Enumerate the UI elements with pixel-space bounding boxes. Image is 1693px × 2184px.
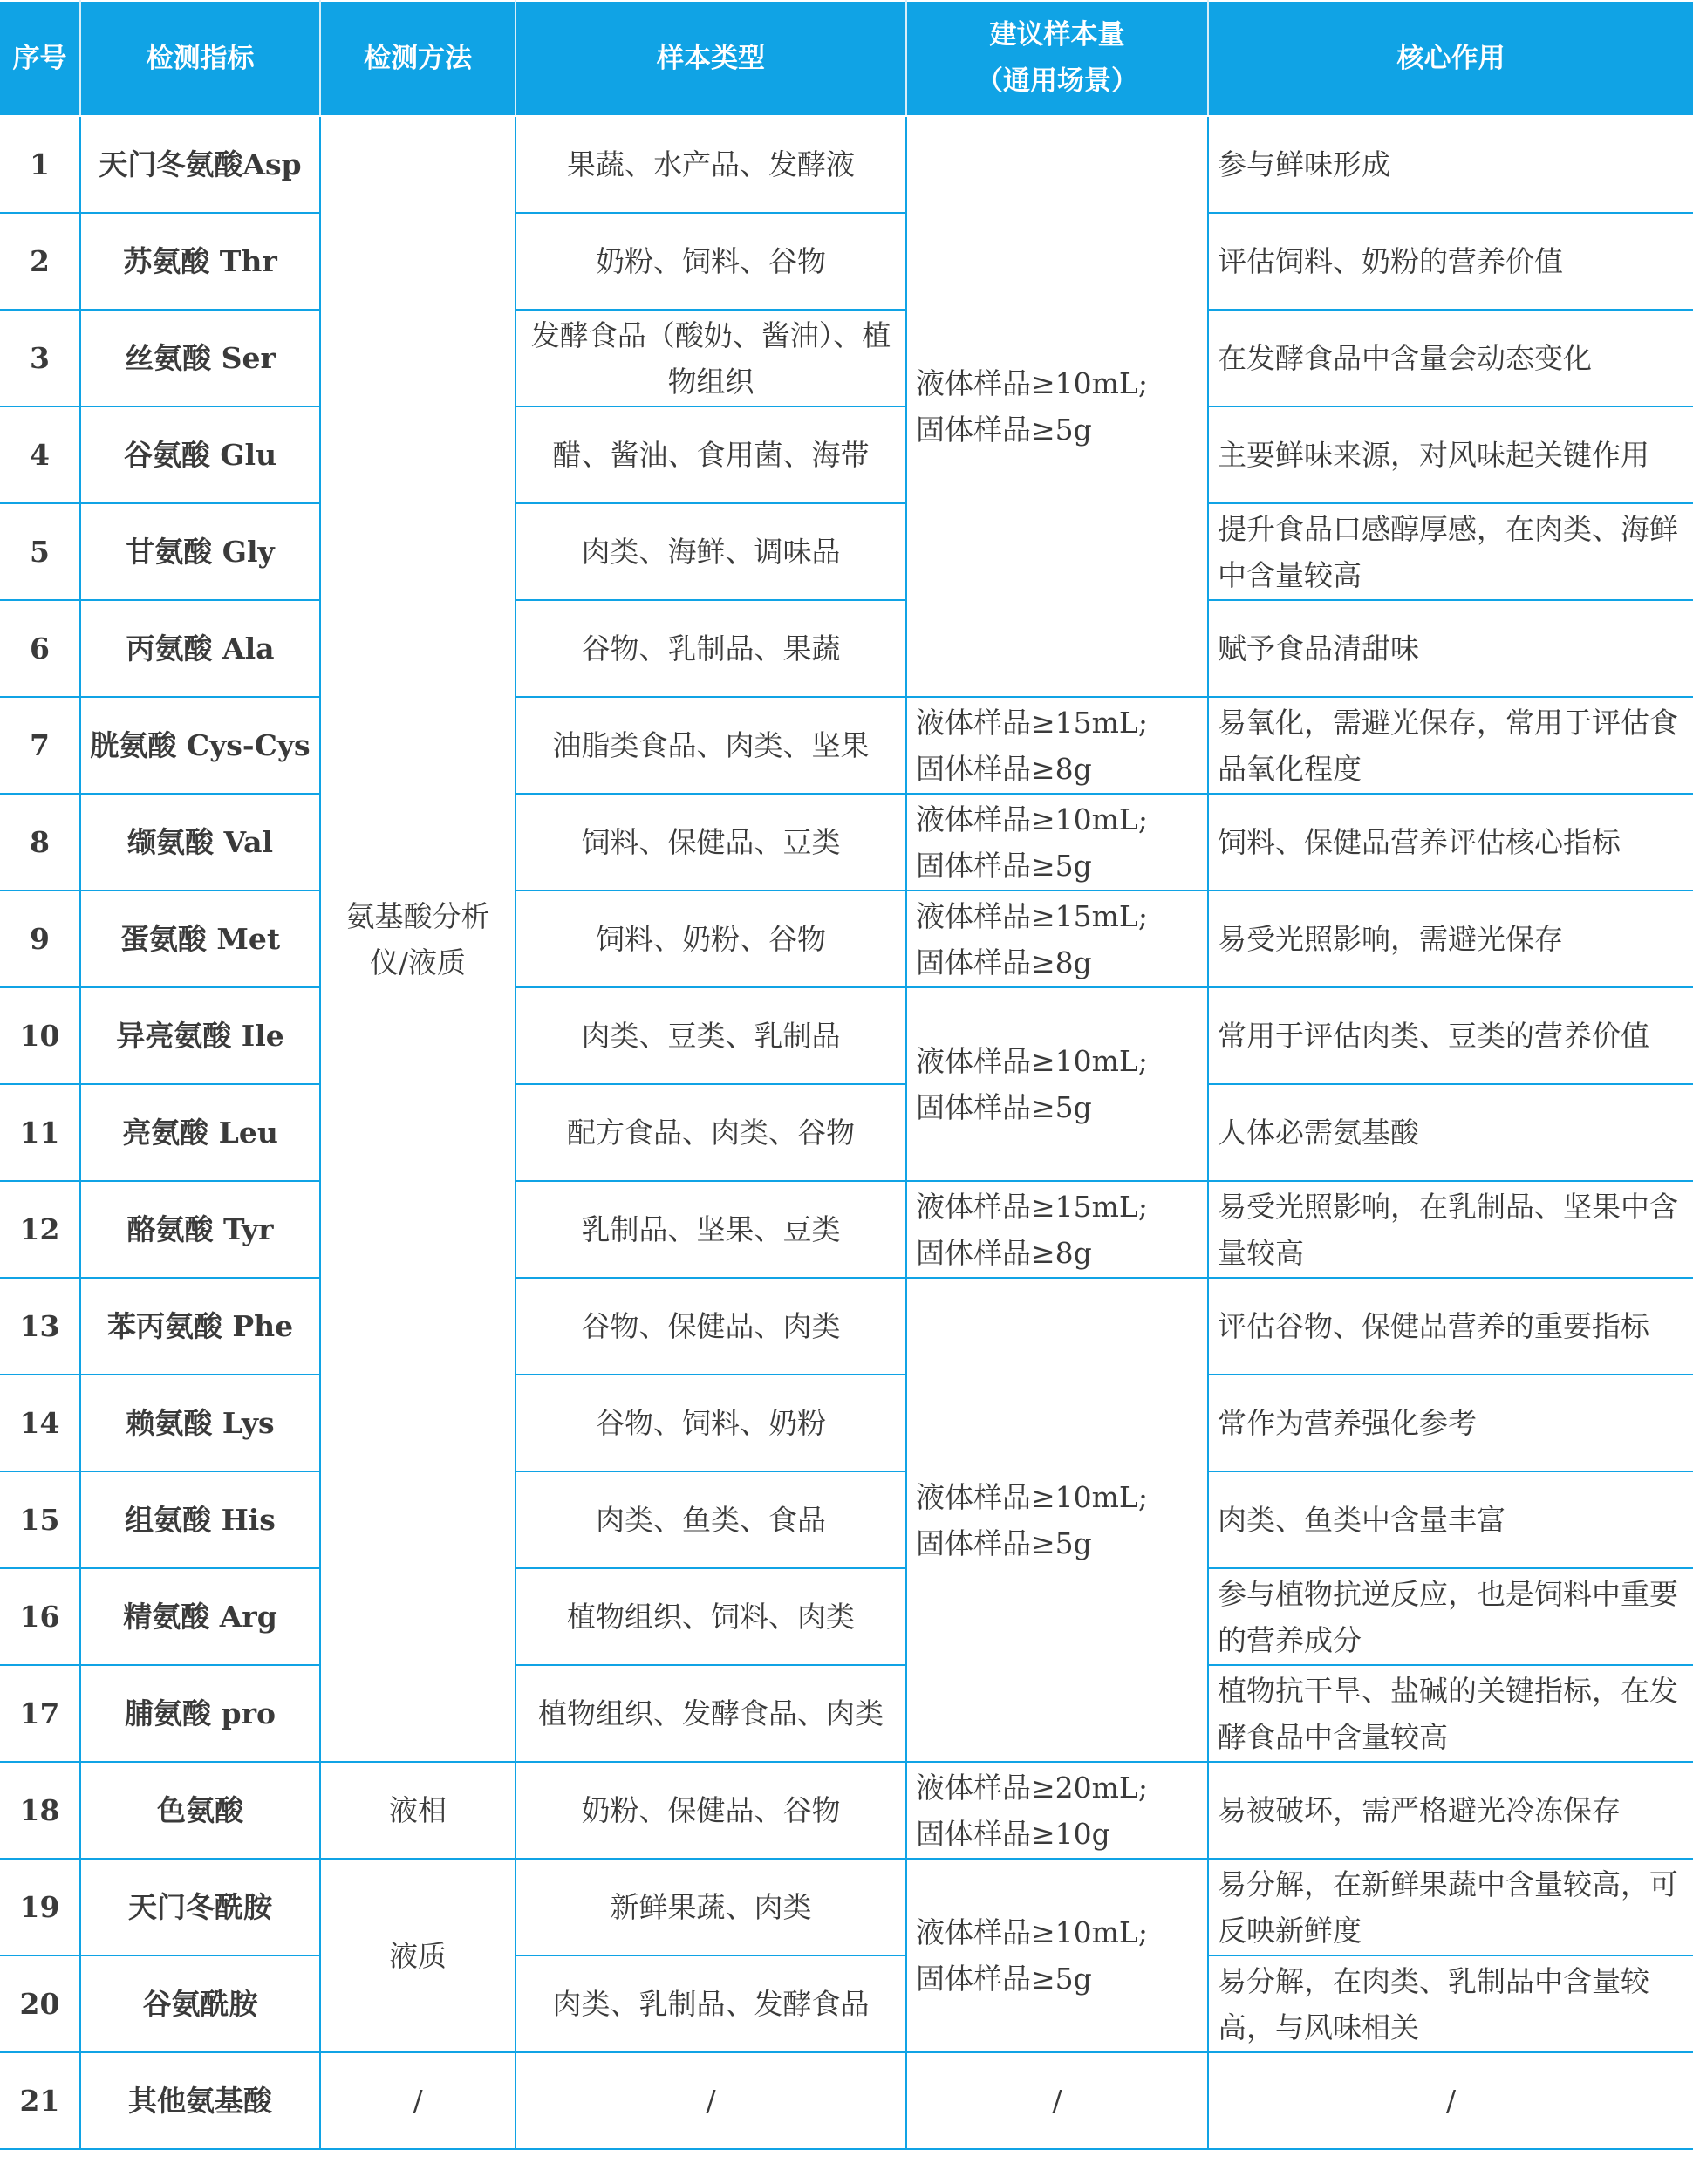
row-role: 参与植物抗逆反应，也是饲料中重要的营养成分 [1208,1568,1693,1665]
header-sample-type: 样本类型 [515,1,906,116]
table-row [0,794,1693,891]
amount-solid: 固体样品≥5g [916,1090,1092,1124]
amount-cell [906,1278,1208,1762]
row-sample: 奶粉、饲料、谷物 [515,213,906,310]
row-role: 饲料、保健品营养评估核心指标 [1208,794,1693,891]
row-role: 常用于评估肉类、豆类的营养价值 [1208,987,1693,1084]
row-indicator: 组氨酸 His [80,1471,320,1568]
row-sample: 肉类、海鲜、调味品 [515,503,906,600]
row-index: 20 [0,1955,80,2052]
table-row [0,1665,1693,1762]
row-index: 12 [0,1181,80,1278]
amount-solid: 固体样品≥8g [916,1235,1092,1270]
row-role: 评估谷物、保健品营养的重要指标 [1208,1278,1693,1375]
amount-solid: 固体样品≥8g [916,751,1092,786]
row-index: 4 [0,406,80,503]
row-sample: 果蔬、水产品、发酵液 [515,116,906,213]
amount-solid: 固体样品≥5g [916,848,1092,883]
row-role: 提升食品口感醇厚感，在肉类、海鲜中含量较高 [1208,503,1693,600]
row-sample: 肉类、鱼类、食品 [515,1471,906,1568]
amount-solid: 固体样品≥5g [916,1962,1092,1996]
row-index: 15 [0,1471,80,1568]
row-indicator: 精氨酸 Arg [80,1568,320,1665]
table-row [0,1375,1693,1471]
row-index: 19 [0,1859,80,1955]
header-amount-line1: 建议样本量 [989,19,1125,51]
amount-cell [906,1762,1208,1859]
table-row [0,406,1693,503]
table-row [0,2052,1693,2149]
row-index: 16 [0,1568,80,1665]
row-indicator: 胱氨酸 Cys-Cys [80,697,320,794]
amount-liquid: 液体样品≥10mL; [916,1044,1148,1078]
amount-liquid: 液体样品≥20mL; [916,1770,1148,1805]
row-role: 易分解，在肉类、乳制品中含量较高，与风味相关 [1208,1955,1693,2052]
row-amount: / [906,2052,1208,2149]
row-sample: 饲料、保健品、豆类 [515,794,906,891]
table-row [0,116,1693,213]
row-sample: 配方食品、肉类、谷物 [515,1084,906,1181]
header-amount [906,1,1208,116]
row-indicator: 其他氨基酸 [80,2052,320,2149]
amount-cell [906,794,1208,891]
row-sample: 乳制品、坚果、豆类 [515,1181,906,1278]
row-index: 6 [0,600,80,697]
row-role: 主要鲜味来源，对风味起关键作用 [1208,406,1693,503]
header-amount-line2: （通用场景） [976,65,1138,97]
row-sample: 肉类、乳制品、发酵食品 [515,1955,906,2052]
row-sample: 植物组织、饲料、肉类 [515,1568,906,1665]
row-indicator: 丝氨酸 Ser [80,310,320,406]
table-row [0,1568,1693,1665]
table-row [0,1471,1693,1568]
row-sample: 谷物、乳制品、果蔬 [515,600,906,697]
table-row [0,1859,1693,1955]
amount-cell [906,1859,1208,2052]
row-role: 易受光照影响，需避光保存 [1208,891,1693,987]
row-role: 易受光照影响，在乳制品、坚果中含量较高 [1208,1181,1693,1278]
row-index: 9 [0,891,80,987]
row-index: 5 [0,503,80,600]
table-row [0,1084,1693,1181]
row-indicator: 苏氨酸 Thr [80,213,320,310]
row-index: 1 [0,116,80,213]
row-sample: 谷物、保健品、肉类 [515,1278,906,1375]
row-sample: 新鲜果蔬、肉类 [515,1859,906,1955]
header-indicator: 检测指标 [80,1,320,116]
table-row [0,213,1693,310]
table-row [0,600,1693,697]
amount-solid: 固体样品≥8g [916,945,1092,979]
row-role: 评估饲料、奶粉的营养价值 [1208,213,1693,310]
header-index: 序号 [0,1,80,116]
table-row [0,697,1693,794]
row-indicator: 缬氨酸 Val [80,794,320,891]
row-index: 21 [0,2052,80,2149]
row-indicator: 天门冬酰胺 [80,1859,320,1955]
table-row [0,310,1693,406]
row-indicator: 丙氨酸 Ala [80,600,320,697]
row-index: 14 [0,1375,80,1471]
row-indicator: 异亮氨酸 Ile [80,987,320,1084]
row-method: / [320,2052,515,2149]
row-index: 17 [0,1665,80,1762]
row-role: 赋予食品清甜味 [1208,600,1693,697]
amount-liquid: 液体样品≥15mL; [916,705,1148,740]
row-sample: 奶粉、保健品、谷物 [515,1762,906,1859]
row-indicator: 蛋氨酸 Met [80,891,320,987]
amount-cell [906,116,1208,697]
row-indicator: 色氨酸 [80,1762,320,1859]
header-row [0,1,1693,116]
table-row [0,891,1693,987]
row-role: 易分解，在新鲜果蔬中含量较高，可反映新鲜度 [1208,1859,1693,1955]
row-index: 10 [0,987,80,1084]
row-indicator: 天门冬氨酸Asp [80,116,320,213]
table-row [0,1955,1693,2052]
amount-liquid: 液体样品≥10mL; [916,802,1148,836]
row-role: 植物抗干旱、盐碱的关键指标，在发酵食品中含量较高 [1208,1665,1693,1762]
row-indicator: 酪氨酸 Tyr [80,1181,320,1278]
row-indicator: 亮氨酸 Leu [80,1084,320,1181]
row-index: 7 [0,697,80,794]
row-indicator: 赖氨酸 Lys [80,1375,320,1471]
amount-cell [906,1181,1208,1278]
amount-cell [906,891,1208,987]
row-index: 13 [0,1278,80,1375]
row-indicator: 谷氨酰胺 [80,1955,320,2052]
row-role: 易氧化，需避光保存，常用于评估食品氧化程度 [1208,697,1693,794]
row-role: 在发酵食品中含量会动态变化 [1208,310,1693,406]
table-row [0,503,1693,600]
row-role: / [1208,2052,1693,2149]
row-sample: 发酵食品（酸奶、酱油）、植物组织 [515,310,906,406]
header-role: 核心作用 [1208,1,1693,116]
table-row [0,1278,1693,1375]
row-indicator: 苯丙氨酸 Phe [80,1278,320,1375]
row-role: 常作为营养强化参考 [1208,1375,1693,1471]
amount-liquid: 液体样品≥15mL; [916,1189,1148,1224]
row-role: 人体必需氨基酸 [1208,1084,1693,1181]
row-indicator: 甘氨酸 Gly [80,503,320,600]
row-sample: 肉类、豆类、乳制品 [515,987,906,1084]
table-row [0,1762,1693,1859]
amount-cell [906,987,1208,1181]
row-index: 8 [0,794,80,891]
amount-solid: 固体样品≥10g [916,1816,1110,1851]
row-index: 2 [0,213,80,310]
row-indicator: 脯氨酸 pro [80,1665,320,1762]
amount-solid: 固体样品≥5g [916,413,1092,447]
row-indicator: 谷氨酸 Glu [80,406,320,503]
amount-liquid: 液体样品≥10mL; [916,1915,1148,1949]
amount-liquid: 液体样品≥10mL; [916,366,1148,400]
table-row [0,987,1693,1084]
row-role: 肉类、鱼类中含量丰富 [1208,1471,1693,1568]
row-sample: 谷物、饲料、奶粉 [515,1375,906,1471]
header-method: 检测方法 [320,1,515,116]
amount-liquid: 液体样品≥10mL; [916,1479,1148,1514]
table-row [0,1181,1693,1278]
amount-liquid: 液体样品≥15mL; [916,898,1148,933]
amount-cell [906,697,1208,794]
row-sample: 醋、酱油、食用菌、海带 [515,406,906,503]
method-cell-liquid-phase: 液相 [320,1762,515,1859]
method-cell-lcms: 液质 [320,1859,515,2052]
row-sample: / [515,2052,906,2149]
row-index: 11 [0,1084,80,1181]
row-sample: 油脂类食品、肉类、坚果 [515,697,906,794]
row-sample: 植物组织、发酵食品、肉类 [515,1665,906,1762]
method-cell-analyzer: 氨基酸分析仪/液质 [320,116,515,1762]
row-sample: 饲料、奶粉、谷物 [515,891,906,987]
row-index: 18 [0,1762,80,1859]
row-role: 参与鲜味形成 [1208,116,1693,213]
amount-solid: 固体样品≥5g [916,1525,1092,1560]
row-index: 3 [0,310,80,406]
row-role: 易被破坏，需严格避光冷冻保存 [1208,1762,1693,1859]
